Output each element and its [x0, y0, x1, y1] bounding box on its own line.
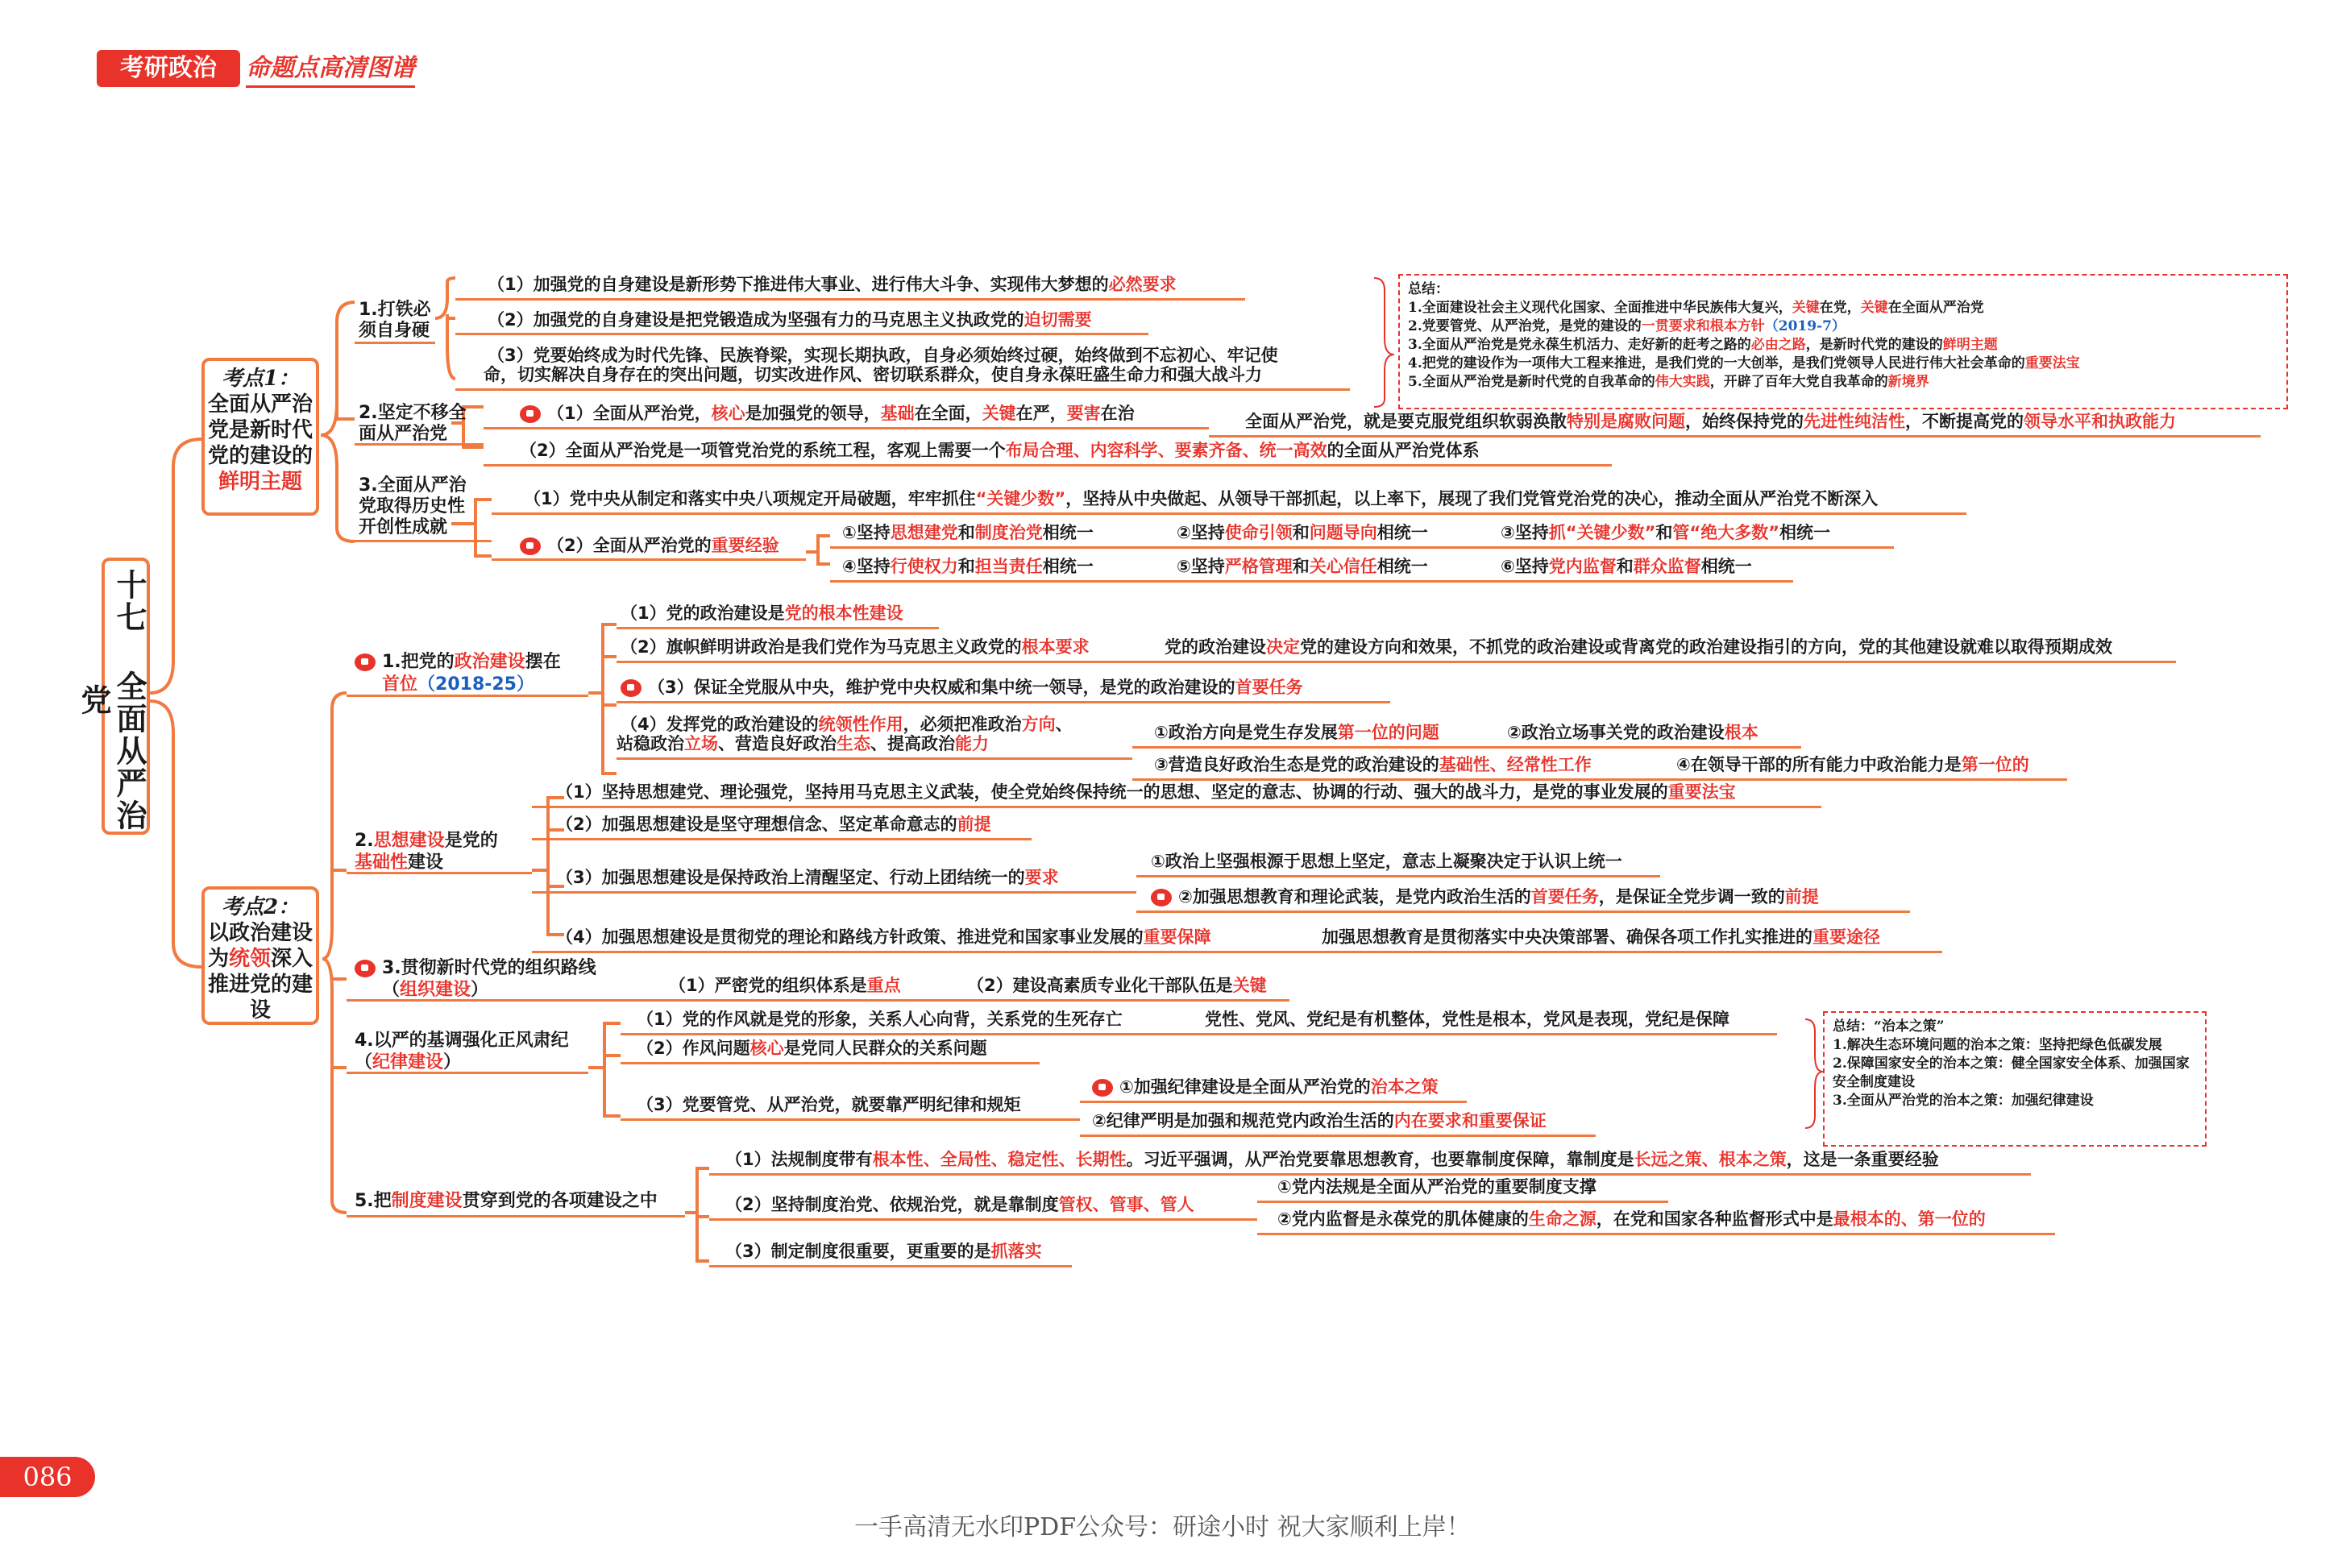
c1-sub-1: ①政治方向是党生存发展第一位的问题 [1154, 723, 1439, 742]
c4-item-3: （3）党要管党、从严治党，就要靠严明纪律和规矩 [637, 1095, 1021, 1114]
kaodian1-box [201, 358, 319, 516]
c4-item-1-explain: 党性、党风、党纪是有机整体，党性是根本，党风是表现，党纪是保障 [1205, 1010, 1729, 1029]
c5-sub-1: ①党内法规是全面从严治党的重要制度支撑 [1277, 1177, 1597, 1197]
b1-item-3b: 命，切实解决自身存在的突出问题，切实改进作风、密切联系群众，使自身永葆旺盛生命力和强大战斗力 [484, 365, 1262, 384]
c2-sub-2: ②加强思想教育和理论武装，是党内政治生活的首要任务，是保证全党步调一致的前提 [1151, 886, 1819, 907]
b2-item-2: （2）全面从严治党是一项管党治党的系统工程，客观上需要一个布局合理、内容科学、要素齐备、统一高效的全面从严治党体系 [520, 441, 1480, 460]
summary-1-line: 3.全面从严治党是党永葆生机活力、走好新的赶考之路的必由之路，是新时代党的建设的鲜明主题 [1408, 337, 1998, 353]
page-number: 086 [0, 1457, 95, 1497]
kaodian2-title: 以政治建设为统领深入推进党的建设 [207, 921, 313, 1023]
summary-2-title: 总结：“治本之策” [1833, 1018, 1945, 1035]
c1-item-4a: （4）发挥党的政治建设的统领性作用，必须把准政治方向、 [621, 715, 1073, 734]
c5-item-1: （1）法规制度带有根本性、全局性、稳定性、长期性。习近平强调，从严治党要靠思想教育，也要靠制度保障，靠制度是长远之策、根本之策，这是一条重要经验 [725, 1150, 1939, 1169]
kaodian2-label: 考点2： [221, 895, 300, 919]
c3-item-2: （2）建设高素质专业化干部队伍是关键 [967, 976, 1267, 995]
b3-exp-2: ②坚持使命引领和问题导向相统一 [1177, 523, 1428, 542]
summary-1-title: 总结： [1408, 281, 1449, 297]
c3-item-1: （1）严密党的组织体系是重点 [669, 976, 901, 995]
c1-item-1: （1）党的政治建设是党的根本性建设 [621, 604, 903, 623]
c2-item-3: （3）加强思想建设是保持政治上清醒坚定、行动上团结统一的要求 [556, 868, 1059, 887]
c4-label: 4.以严的基调强化正风肃纪 （纪律建设） [355, 1031, 569, 1072]
c1-sub-3: ③营造良好政治生态是党的政治建设的基础性、经常性工作 [1154, 755, 1592, 774]
summary-2-line: 2.保障国家安全的治本之策：健全国家安全体系、加强国家安全制度建设 [1833, 1056, 2190, 1090]
key-point-icon [355, 653, 376, 671]
c1-item-4b: 站稳政治立场、营造良好政治生态、提高政治能力 [617, 734, 989, 753]
c4-item-2: （2）作风问题核心是党同人民群众的关系问题 [637, 1039, 987, 1058]
b3-exp-5: ⑤坚持严格管理和关心信任相统一 [1177, 557, 1428, 576]
b3-label: 3.全面从严治党取得历史性开创性成就 [359, 475, 467, 537]
c2-item-4-explain: 加强思想教育是贯彻落实中央决策部署、确保各项工作扎实推进的重要途径 [1322, 927, 1880, 947]
c2-sub-1: ①政治上坚强根源于思想上坚定，意志上凝聚决定于认识上统一 [1151, 852, 1622, 871]
key-point-icon [520, 537, 541, 555]
key-point-icon [355, 960, 376, 977]
footer-text: 一手高清无水印PDF公众号：研途小时 祝大家顺利上岸！ [854, 1513, 1471, 1541]
header-tag: 考研政治 [97, 50, 240, 87]
b3-exp-1: ①坚持思想建党和制度治党相统一 [842, 523, 1094, 542]
c2-item-1: （1）坚持思想建党、理论强党，坚持用马克思主义武装，使全党始终保持统一的思想、坚定的意志、协调的行动、强大的战斗力，是党的事业发展的重要法宝 [556, 782, 1736, 802]
c1-item-2-explain: 党的政治建设决定党的建设方向和效果，不抓党的政治建设或背离党的政治建设指引的方向，党的其他建设就难以取得预期成效 [1165, 637, 2112, 657]
c1-item-3: （3）保证全党服从中央，维护党中央权威和集中统一领导，是党的政治建设的首要任务 [621, 677, 1303, 698]
b2-label: 2.坚定不移全面从严治党 [359, 403, 467, 444]
b3-exp-3: ③坚持抓“关键少数”和管“绝大多数”相统一 [1501, 523, 1830, 542]
b3-exp-6: ⑥坚持党内监督和群众监督相统一 [1501, 557, 1752, 576]
kaodian2-box [201, 886, 319, 1025]
summary-box-2 [1823, 1011, 2207, 1147]
summary-1-line: 1.全面建设社会主义现代化国家、全面推进中华民族伟大复兴，关键在党，关键在全面从严治党 [1408, 300, 1984, 316]
c4-sub-2: ②纪律严明是加强和规范党内政治生活的内在要求和重要保证 [1092, 1111, 1547, 1130]
b1-item-2: （2）加强党的自身建设是把党锻造成为坚强有力的马克思主义执政党的迫切需要 [488, 310, 1092, 330]
kaodian1-title: 全面从严治党是新时代党的建设的鲜明主题 [207, 392, 313, 494]
c5-label: 5.把制度建设贯穿到党的各项建设之中 [355, 1191, 658, 1211]
c3-label: 3.贯彻新时代党的组织路线 （组织建设） [355, 957, 596, 1001]
c5-sub-2: ②党内监督是永葆党的肌体健康的生命之源，在党和国家各种监督形式中是最根本的、第一位的 [1277, 1209, 1986, 1229]
c2-item-4: （4）加强思想建设是贯彻党的理论和路线方针政策、推进党和国家事业发展的重要保障 [556, 927, 1211, 947]
key-point-icon [1092, 1079, 1113, 1097]
b3-item-1: （1）党中央从制定和落实中央八项规定开局破题，牢牢抓住“关键少数”，坚持从中央做起、从领导干部抓起，以上率下，展现了我们党管党治党的决心，推动全面从严治党不断深入 [524, 489, 1879, 508]
header-subtitle: 命题点高清图谱 [246, 52, 415, 88]
summary-1-line: 5.全面从严治党是新时代党的自我革命的伟大实践，开辟了百年大党自我革命的新境界 [1408, 374, 1929, 390]
c1-sub-2: ②政治立场事关党的政治建设根本 [1507, 723, 1758, 742]
c1-label: 1.把党的政治建设摆在 首位（2018-25） [355, 651, 580, 696]
b1-label: 1.打铁必须自身硬 [359, 300, 431, 341]
key-point-icon [520, 405, 541, 423]
b3-exp-4: ④坚持行使权力和担当责任相统一 [842, 557, 1094, 576]
summary-1-line: 4.把党的建设作为一项伟大工程来推进，是我们党的一大创举，是我们党领导人民进行伟大社会革命的重要法宝 [1408, 355, 2080, 371]
c1-item-2: （2）旗帜鲜明讲政治是我们党作为马克思主义政党的根本要求 [621, 637, 1090, 657]
c1-sub-4: ④在领导干部的所有能力中政治能力是第一位的 [1676, 755, 2029, 774]
key-point-icon [1151, 889, 1172, 906]
b3-item-2: （2）全面从严治党的重要经验 [520, 535, 779, 556]
c5-item-3: （3）制定制度很重要，更重要的是抓落实 [725, 1242, 1042, 1261]
summary-2-line: 1.解决生态环境问题的治本之策：坚持把绿色低碳发展 [1833, 1037, 2162, 1053]
summary-2-line: 3.全面从严治党的治本之策：加强纪律建设 [1833, 1093, 2094, 1109]
c4-sub-1: ①加强纪律建设是全面从严治党的治本之策 [1092, 1076, 1439, 1097]
b1-item-1: （1）加强党的自身建设是新形势下推进伟大事业、进行伟大斗争、实现伟大梦想的必然要求 [488, 275, 1177, 294]
c2-item-2: （2）加强思想建设是坚守理想信念、坚定革命意志的前提 [556, 815, 991, 834]
chapter-title-box: 十七 全面从严治党 [102, 558, 150, 835]
summary-1-line: 2.党要管党、从严治党，是党的建设的一贯要求和根本方针（2019-7） [1408, 318, 1846, 334]
b1-item-3a: （3）党要始终成为时代先锋、民族脊梁，实现长期执政，自身必须始终过硬，始终做到不忘初心、牢记使 [488, 346, 1278, 365]
c2-label: 2.思想建设是党的基础性建设 [355, 831, 498, 873]
c5-item-2: （2）坚持制度治党、依规治党，就是靠制度管权、管事、管人 [725, 1195, 1194, 1214]
kaodian1-label: 考点1： [221, 367, 300, 391]
b2-item-1: （1）全面从严治党，核心是加强党的领导，基础在全面，关键在严，要害在治 [520, 403, 1135, 424]
summary-box-1 [1398, 274, 2288, 409]
b2-item-1-explain: 全面从严治党，就是要克服党组织软弱涣散特别是腐败问题，始终保持党的先进性纯洁性，不断提高党的领导水平和执政能力 [1245, 412, 2176, 431]
c4-item-1: （1）党的作风就是党的形象，关系人心向背，关系党的生死存亡 [637, 1010, 1123, 1029]
key-point-icon [621, 679, 642, 697]
